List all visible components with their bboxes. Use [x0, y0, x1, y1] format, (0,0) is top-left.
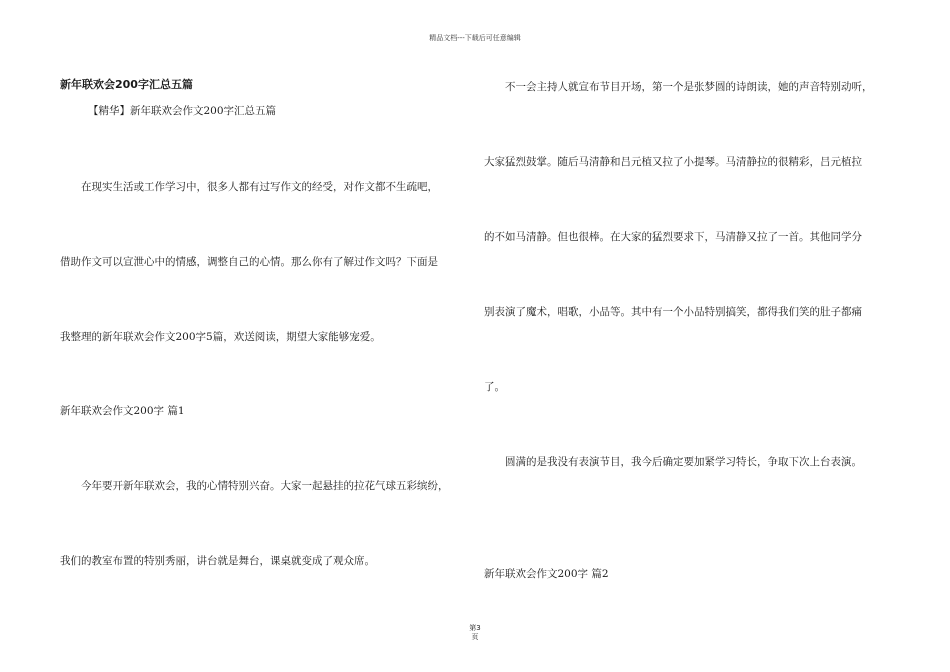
paragraph-line: 我们的教室布置的特别秀丽，讲台就是舞台，课桌就变成了观众席。 — [60, 555, 375, 567]
section-heading: 新年联欢会作文200字 篇1 — [60, 405, 185, 417]
paragraph-line: 的不如马清静。但也很棒。在大家的猛烈要求下，马清静又拉了一首。其他同学分 — [484, 231, 862, 243]
paragraph-line: 别表演了魔术，唱歌，小品等。其中有一个小品特别搞笑，都得我们笑的肚子都痛 — [484, 306, 862, 318]
section-heading: 新年联欢会作文200字 篇2 — [484, 568, 609, 580]
page-number-label: 第3 — [469, 624, 481, 632]
paragraph-line: 大家猛烈鼓掌。随后马清静和吕元植又拉了小提琴。马清静拉的很精彩，吕元植拉 — [484, 156, 862, 168]
page-number-suffix: 页 — [471, 633, 479, 641]
paragraph-line: 在现实生活或工作学习中，很多人都有过写作文的经受，对作文都不生疏吧， — [81, 181, 438, 193]
paragraph-line: 我整理的新年联欢会作文200字5篇，欢送阅读，期望大家能够宠爱。 — [60, 331, 381, 343]
paragraph-line: 了。 — [484, 381, 505, 393]
paragraph-line: 圆满的是我没有表演节目，我今后确定要加紧学习特长，争取下次上台表演。 — [505, 456, 862, 468]
page-number — [0, 624, 950, 642]
paragraph-line: 借助作文可以宣泄心中的情感，调整自己的心情。那么你有了解过作文吗？下面是 — [60, 256, 438, 268]
paragraph-line: 不一会主持人就宣布节目开场，第一个是张梦圆的诗朗读，她的声音特别动听， — [505, 81, 873, 93]
document-title: 新年联欢会200字汇总五篇 — [60, 78, 193, 91]
header-note: 精品文档---下载后可任意编辑 — [429, 34, 521, 42]
document-subtitle: 【精华】新年联欢会作文200字汇总五篇 — [88, 105, 277, 117]
paragraph-line: 今年要开新年联欢会，我的心情特别兴奋。大家一起悬挂的拉花气球五彩缤纷， — [81, 480, 449, 492]
